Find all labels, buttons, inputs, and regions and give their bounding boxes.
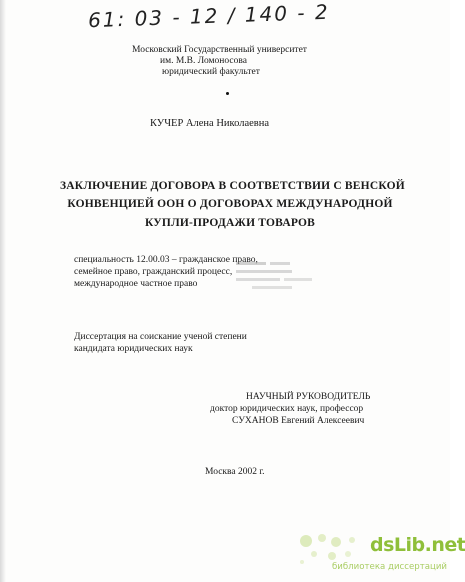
handwritten-catalog-number: 61: 03 - 12 / 140 - 2	[87, 0, 331, 33]
dissertation-title	[60, 177, 405, 232]
dslib-watermark-logo	[296, 532, 465, 578]
university-named-after: им. М.В. Ломоносова	[160, 56, 247, 66]
title-line: КОНВЕНЦИЕЙ ООН О ДОГОВОРАХ МЕЖДУНАРОДНОЙ	[67, 198, 393, 211]
title-line: ЗАКЛЮЧЕНИЕ ДОГОВОРА В СООТВЕТСТВИИ С ВЕНСКОЙ	[60, 180, 405, 192]
supervisor-heading: НАУЧНЫЙ РУКОВОДИТЕЛЬ	[246, 392, 371, 402]
page-edge-shadow	[0, 0, 6, 582]
faculty-name: юридический факультет	[162, 67, 260, 77]
ink-dot	[226, 92, 229, 95]
logo-site-name: dsLib.net	[370, 534, 465, 556]
stamp-marks	[232, 258, 320, 298]
city-year: Москва 2002 г.	[205, 467, 265, 477]
specialty-line: семейное право, гражданский процесс,	[74, 267, 233, 277]
logo-tagline: библиотека диссертаций	[332, 562, 448, 572]
dissertation-type-line: Диссертация на соискание ученой степени	[74, 332, 247, 342]
specialty-line: международное частное право	[74, 279, 198, 289]
dissertation-type-line: кандидата юридических наук	[74, 344, 193, 354]
title-line: КУПЛИ-ПРОДАЖИ ТОВАРОВ	[144, 216, 315, 229]
supervisor-name: СУХАНОВ Евгений Алексеевич	[232, 416, 365, 426]
university-name: Московский Государственный университет	[132, 45, 307, 55]
supervisor-degree: доктор юридических наук, профессор	[210, 404, 364, 414]
specialty-line: специальность 12.00.03 – гражданское право,	[74, 255, 258, 265]
author-name: КУЧЕР Алена Николаевна	[150, 118, 269, 129]
faded-library-stamp	[232, 258, 320, 298]
